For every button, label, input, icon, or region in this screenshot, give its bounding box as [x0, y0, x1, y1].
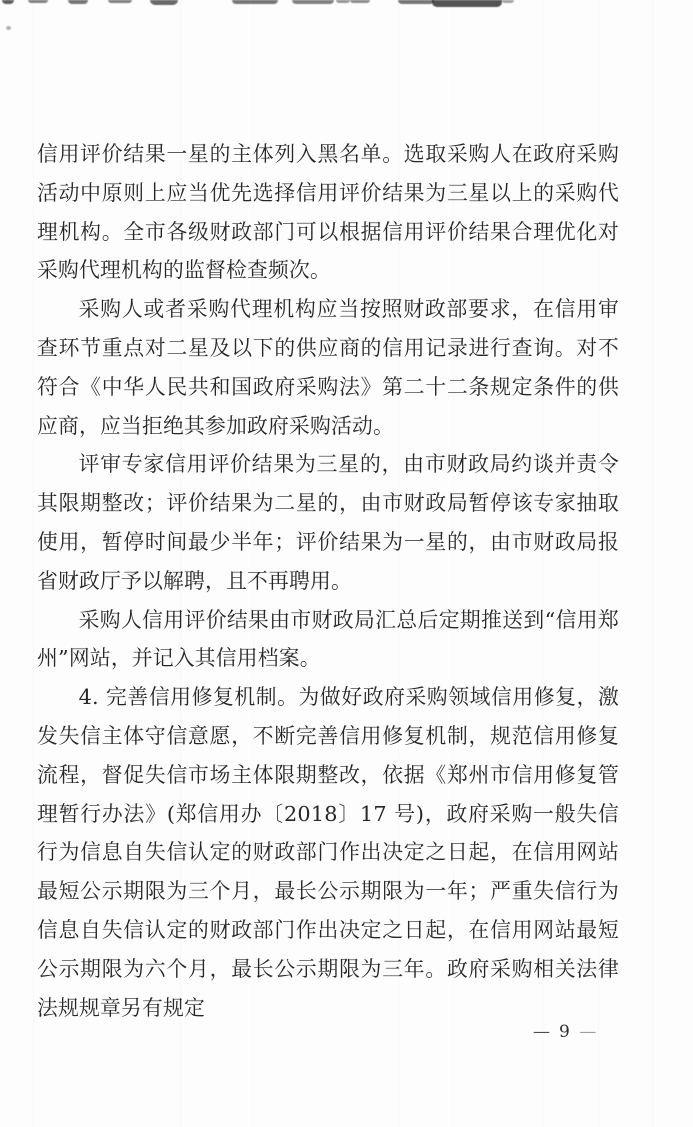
scan-smudge — [2, 0, 14, 4]
scan-smudge — [336, 0, 350, 3]
scan-smudge — [502, 0, 514, 3]
scan-artifact-band — [0, 0, 693, 10]
scan-smudge — [28, 0, 48, 3]
scan-smudge — [232, 0, 278, 4]
scan-smudge — [292, 0, 334, 4]
scan-smudge — [68, 0, 88, 4]
paragraph-credit-check: 采购人或者采购代理机构应当按照财政部要求，在信用审查环节重点对二星及以下的供应商的信用记录进行查询。对不符合《中华人民共和国政府采购法》第二十二条规定条件的供应商，应当拒绝其参加政府采购活动。 — [37, 297, 619, 438]
document-body — [37, 135, 619, 1027]
scan-speck — [6, 26, 11, 30]
page-number-dash-left: — — [533, 1022, 550, 1042]
scan-streak-line — [33, 0, 34, 1127]
scan-streak-line — [652, 0, 653, 1127]
paragraph-continuation: 信用评价结果一星的主体列入黑名单。选取采购人在政府采购活动中原则上应当优先选择信用评价结果为三星以上的采购代理机构。全市各级财政部门可以根据信用评价结果合理优化对采购代理机构的监督检查频次。 — [37, 142, 619, 283]
page-number-value: 9 — [559, 1022, 571, 1042]
scan-smudge — [432, 0, 502, 7]
page-number-dash-right: — — [579, 1022, 597, 1042]
scan-smudge — [350, 0, 370, 3]
page-number — [533, 1021, 596, 1043]
scan-smudge — [398, 0, 434, 4]
paragraph-credit-archive: 采购人信用评价结果由市财政局汇总后定期推送到“信用郑州”网站，并记入其信用档案。 — [37, 607, 619, 671]
paragraph-expert-rating: 评审专家信用评价结果为三星的，由市财政局约谈并责令其限期整改；评价结果为二星的，由市财政局暂停该专家抽取使用，暂停时间最少半年；评价结果为一星的，由市财政局报省财政厅予以解聘，且不再聘用。 — [37, 452, 619, 593]
paragraph-credit-repair: 4. 完善信用修复机制。为做好政府采购领域信用修复，激发失信主体守信意愿，不断完善信用修复机制，规范信用修复流程，督促失信市场主体限期整改，依据《郑州市信用修复管理暂行办法》(郑信用办〔2018〕17 号)，政府采购一般失信行为信息自失信认定的财政部门作出决定之日起，在信用网站最短公示期限为三个月，最长公示期限为一年；严重失信行为信息自失信认定的财政部门作出决定之日起，在信用网站最短公示期限为六个月，最长公示期限为三年。政府采购相关法律法规规章另有规定 — [37, 685, 619, 1020]
scan-smudge — [108, 0, 132, 3]
scan-smudge — [150, 0, 178, 5]
